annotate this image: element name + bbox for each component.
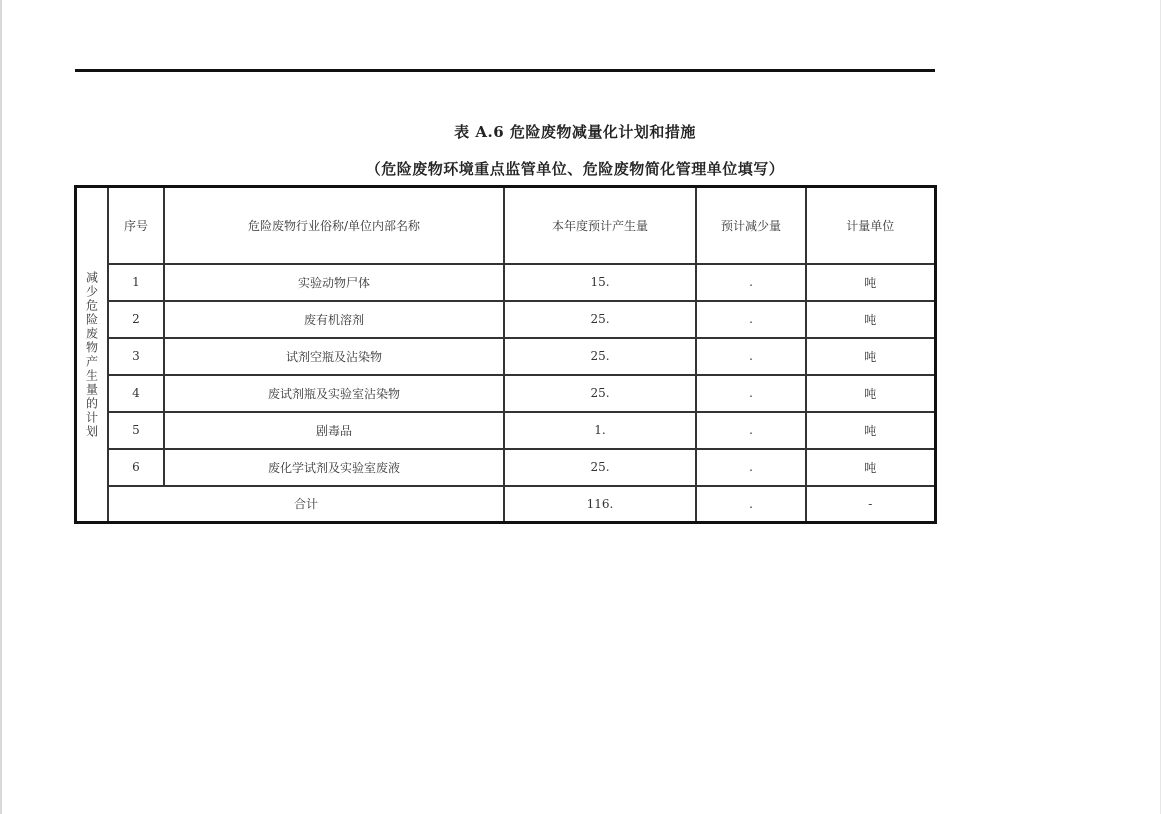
row-seq: 2 xyxy=(108,301,164,338)
row-name: 废化学试剂及实验室废液 xyxy=(164,449,504,486)
total-reduction: . xyxy=(696,486,806,523)
table-title: 表 A.6 危险废物减量化计划和措施 xyxy=(454,123,696,141)
row-seq: 6 xyxy=(108,449,164,486)
row-unit: 吨 xyxy=(806,301,935,338)
table-row xyxy=(76,301,936,338)
table-header-row xyxy=(76,187,936,264)
total-unit: - xyxy=(806,486,935,523)
header-unit: 计量单位 xyxy=(806,187,935,264)
header-annual-output: 本年度预计产生量 xyxy=(504,187,696,264)
table-row xyxy=(76,375,936,412)
table-row xyxy=(76,412,936,449)
total-label: 合计 xyxy=(108,486,504,523)
row-unit: 吨 xyxy=(806,375,935,412)
table-row xyxy=(76,449,936,486)
table-total-row xyxy=(76,486,936,523)
row-name: 试剂空瓶及沾染物 xyxy=(164,338,504,375)
header-seq: 序号 xyxy=(108,187,164,264)
row-seq: 3 xyxy=(108,338,164,375)
row-reduction: . xyxy=(696,375,806,412)
header-name: 危险废物行业俗称/单位内部名称 xyxy=(164,187,504,264)
row-reduction: . xyxy=(696,449,806,486)
row-name: 实验动物尸体 xyxy=(164,264,504,301)
row-unit: 吨 xyxy=(806,412,935,449)
row-annual-output: 25. xyxy=(504,338,696,375)
header-reduction: 预计减少量 xyxy=(696,187,806,264)
table-row xyxy=(76,264,936,301)
row-reduction: . xyxy=(696,338,806,375)
row-annual-output: 15. xyxy=(504,264,696,301)
row-seq: 1 xyxy=(108,264,164,301)
header-rule xyxy=(75,69,935,72)
row-name: 废有机溶剂 xyxy=(164,301,504,338)
row-unit: 吨 xyxy=(806,449,935,486)
row-name: 废试剂瓶及实验室沾染物 xyxy=(164,375,504,412)
row-reduction: . xyxy=(696,412,806,449)
table-row xyxy=(76,338,936,375)
row-reduction: . xyxy=(696,301,806,338)
row-annual-output: 25. xyxy=(504,301,696,338)
row-seq: 5 xyxy=(108,412,164,449)
total-annual-output: 116. xyxy=(504,486,696,523)
row-name: 剧毒品 xyxy=(164,412,504,449)
row-unit: 吨 xyxy=(806,338,935,375)
table-subtitle: （危险废物环境重点监管单位、危险废物简化管理单位填写） xyxy=(365,160,785,178)
page-left-edge xyxy=(0,0,2,814)
row-seq: 4 xyxy=(108,375,164,412)
row-unit: 吨 xyxy=(806,264,935,301)
row-reduction: . xyxy=(696,264,806,301)
row-annual-output: 1. xyxy=(504,412,696,449)
row-annual-output: 25. xyxy=(504,449,696,486)
row-annual-output: 25. xyxy=(504,375,696,412)
reduction-plan-table xyxy=(74,185,937,524)
side-label: 减少危险废物产生量的计划 xyxy=(76,187,109,523)
